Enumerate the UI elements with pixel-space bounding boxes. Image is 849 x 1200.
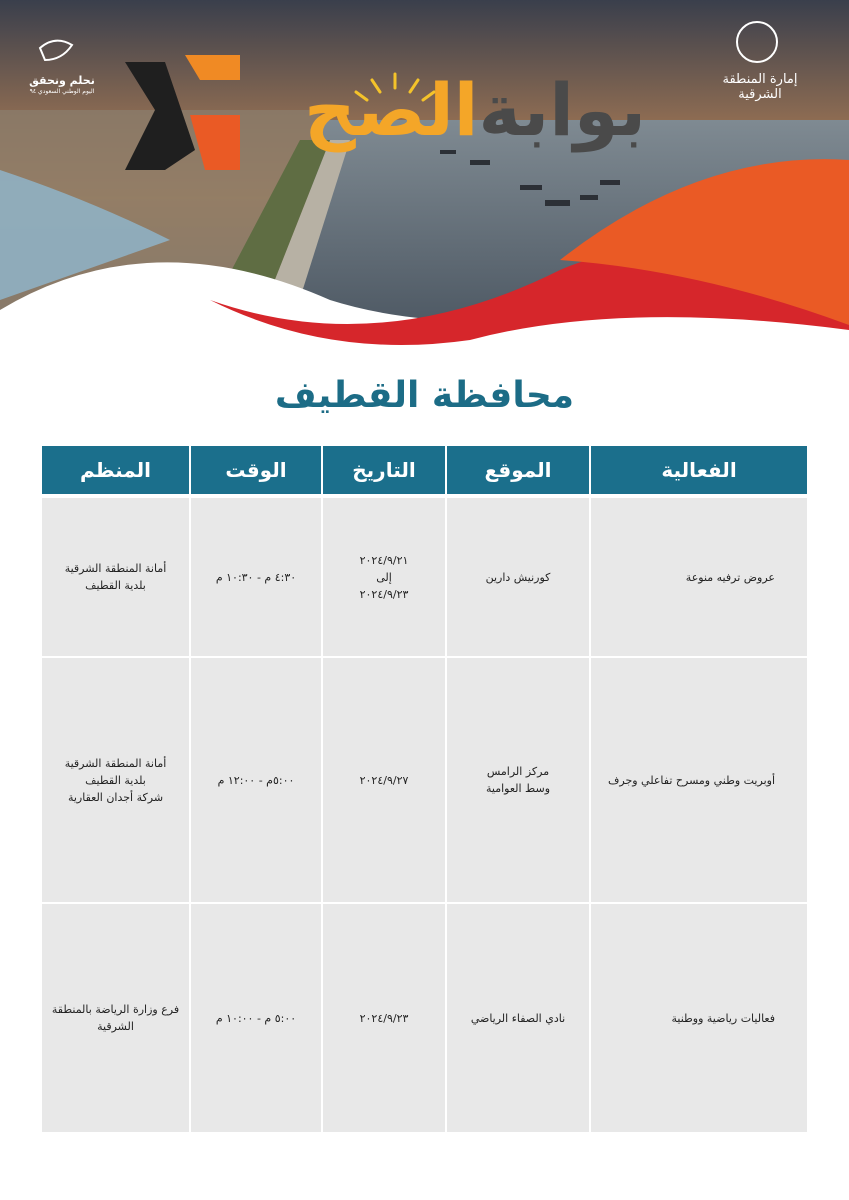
emirate-logo-text: إمارة المنطقة الشرقية	[722, 72, 798, 102]
national-day-slogan: نحلم ونحقق	[29, 74, 95, 87]
organizer-line: الشرقية	[97, 1020, 134, 1033]
cell-date	[323, 658, 445, 904]
date-line: إلى	[376, 570, 392, 584]
logo-title-dark: بوابة	[478, 68, 647, 152]
organizer-line: فرع وزارة الرياضة بالمنطقة	[51, 1003, 180, 1016]
national-day-mark-icon	[22, 38, 102, 74]
location-line: مركز الرامس	[486, 765, 550, 778]
header-date: التاريخ	[323, 446, 445, 498]
page-title: محافظة القطيف	[274, 375, 575, 416]
table-row	[42, 904, 807, 1134]
portal-logo-title	[245, 55, 705, 165]
organizer-line: شركة أجدان العقارية	[67, 790, 164, 804]
organizer-line: بلدية القطيف	[85, 579, 146, 592]
cell-event: فعاليات رياضية ووطنية	[591, 904, 807, 1134]
events-table	[40, 446, 809, 1134]
cell-date	[323, 498, 445, 658]
cell-location	[447, 658, 589, 904]
location-line: وسط العوامية	[485, 782, 551, 795]
header-event: الفعالية	[591, 446, 807, 498]
organizer-line: أمانة المنطقة الشرقية	[64, 756, 167, 770]
cell-date	[323, 904, 445, 1134]
date-line: ٢٠٢٤/٩/٢٧	[359, 773, 409, 787]
header-location: الموقع	[447, 446, 589, 498]
cell-organizer	[42, 904, 189, 1134]
date-line: ٢٠٢٤/٩/٢٣	[359, 587, 409, 601]
header-organizer: المنظم	[42, 446, 189, 498]
eastern-province-emirate-logo	[700, 22, 820, 102]
cell-location	[447, 498, 589, 658]
cell-time: ٥:٠٠ م - ١٠:٠٠ م	[191, 904, 321, 1134]
cell-event: أوبريت وطني ومسرح تفاعلي وجرف	[591, 658, 807, 904]
national-day-sub: اليوم الوطني السعودي ٩٤	[29, 88, 95, 95]
cell-organizer	[42, 498, 189, 658]
date-line: ٢٠٢٤/٩/٢١	[359, 553, 409, 567]
date-line: ٢٠٢٤/٩/٢٣	[359, 1011, 409, 1025]
location-line: نادي الصفاء الرياضي	[470, 1011, 566, 1025]
cell-event: عروض ترفيه منوعة	[591, 498, 807, 658]
emblem-icon	[700, 22, 820, 70]
cell-time: ٤:٣٠ م - ١٠:٣٠ م	[191, 498, 321, 658]
table-row	[42, 498, 807, 658]
national-day-logo	[22, 38, 102, 108]
cell-organizer	[42, 658, 189, 904]
organizer-line: أمانة المنطقة الشرقية	[64, 562, 167, 575]
organizer-line: بلدية القطيف	[85, 773, 146, 787]
cell-time: ٥:٠٠م - ١٢:٠٠ م	[191, 658, 321, 904]
header-time: الوقت	[191, 446, 321, 498]
table-row	[42, 658, 807, 904]
cell-location	[447, 904, 589, 1134]
table-header-row	[42, 446, 807, 498]
location-line: كورنيش دارين	[485, 570, 551, 584]
logo-title-accent: الصح	[303, 68, 479, 152]
